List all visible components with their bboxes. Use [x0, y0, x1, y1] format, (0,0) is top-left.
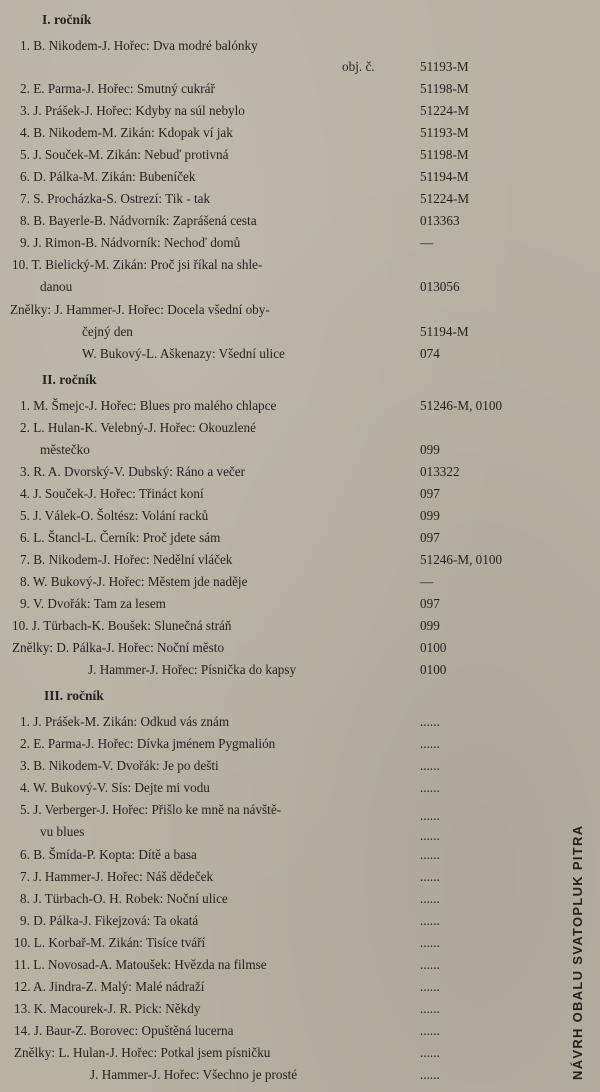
- placeholder-dots: ......: [420, 780, 440, 795]
- placeholder-dots: ......: [420, 891, 440, 906]
- catalog-number: 51194-M: [420, 169, 469, 184]
- cover-design-credit: NÁVRH OBALU SVATOPLUK PITRA: [570, 824, 585, 1080]
- placeholder-dots: ......: [420, 1045, 440, 1060]
- track-line: 10. L. Korbař-M. Zikán: Tisíce tváří: [14, 935, 206, 950]
- placeholder-dots: ......: [420, 979, 440, 994]
- track-line: 4. W. Bukový-V. Sís: Dejte mi vodu: [20, 780, 210, 795]
- catalog-number: —: [420, 574, 434, 589]
- track-line: 10. T. Bielický-M. Zikán: Proč jsi říkal na shle-: [12, 257, 263, 272]
- catalog-number: 074: [420, 346, 440, 361]
- placeholder-dots: ......: [420, 714, 440, 729]
- catalog-number: 51193-M: [420, 125, 469, 140]
- jingle-line-continuation: čejný den: [82, 324, 133, 339]
- track-line: 7. S. Procházka-S. Ostrezí: Tik - tak: [20, 191, 211, 206]
- jingle-line: Znělky: D. Pálka-J. Hořec: Noční město: [12, 640, 225, 655]
- track-line: 9. V. Dvořák: Tam za lesem: [20, 596, 166, 611]
- track-line: 14. J. Baur-Z. Borovec: Opuštěná lucerna: [14, 1023, 234, 1038]
- catalog-number: 013056: [420, 279, 460, 294]
- catalog-number: 0100: [420, 662, 447, 677]
- placeholder-dots: ......: [420, 1023, 440, 1038]
- placeholder-dots: ......: [420, 758, 440, 773]
- track-line: 1. J. Prášek-M. Zikán: Odkud vás znám: [20, 714, 230, 729]
- track-line: 1. M. Šmejc-J. Hořec: Blues pro malého chlapce: [20, 398, 277, 413]
- section-heading-2: II. ročník: [42, 372, 97, 387]
- catalog-number: 51224-M: [420, 103, 470, 118]
- order-label: obj. č.: [342, 59, 375, 74]
- track-line: 13. K. Macourek-J. R. Pick: Někdy: [14, 1001, 201, 1016]
- catalog-number: 51198-M: [420, 81, 469, 96]
- section-heading-1: I. ročník: [42, 12, 92, 27]
- catalog-number: 51246-M, 0100: [420, 552, 503, 567]
- catalog-number: 51193-M: [420, 59, 469, 74]
- track-line-continuation: danou: [40, 279, 73, 294]
- jingle-line: Znělky: L. Hulan-J. Hořec: Potkal jsem písničku: [14, 1045, 271, 1060]
- track-line: 6. B. Šmída-P. Kopta: Dítě a basa: [20, 847, 197, 862]
- catalog-number: 0100: [420, 640, 447, 655]
- placeholder-dots: ......: [420, 935, 440, 950]
- track-line: 8. B. Bayerle-B. Nádvorník: Zaprášená cesta: [20, 213, 257, 228]
- catalog-number: —: [420, 235, 434, 250]
- track-line: 4. J. Souček-J. Hořec: Třináct koní: [20, 486, 204, 501]
- catalog-number: 099: [420, 618, 440, 633]
- catalog-number: 013363: [420, 213, 460, 228]
- catalog-number: 097: [420, 530, 440, 545]
- track-line: 9. J. Rimon-B. Nádvorník: Nechoď domů: [20, 235, 241, 250]
- track-line: 5. J. Válek-O. Šoltész: Volání racků: [20, 508, 209, 523]
- catalog-number: 099: [420, 442, 440, 457]
- track-line: 3. J. Prášek-J. Hořec: Kdyby na súl nebylo: [20, 103, 245, 118]
- placeholder-dots: ......: [420, 913, 440, 928]
- track-line: 12. A. Jindra-Z. Malý: Malé nádraží: [14, 979, 205, 994]
- track-line: 8. W. Bukový-J. Hořec: Městem jde naděje: [20, 574, 248, 589]
- track-line: 3. R. A. Dvorský-V. Dubský: Ráno a večer: [20, 464, 246, 479]
- track-line: 6. D. Pálka-M. Zikán: Bubeníček: [20, 169, 196, 184]
- track-line: 5. J. Verberger-J. Hořec: Přišlo ke mně na návště-: [20, 802, 282, 817]
- catalog-number: 099: [420, 508, 440, 523]
- catalog-number: 51246-M, 0100: [420, 398, 503, 413]
- jingle-line: J. Hammer-J. Hořec: Písnička do kapsy: [88, 662, 297, 677]
- track-line: 10. J. Türbach-K. Boušek: Slunečná stráň: [12, 618, 232, 633]
- catalog-number: 51224-M: [420, 191, 470, 206]
- jingle-line: Znělky: J. Hammer-J. Hořec: Docela všední oby-: [10, 302, 270, 317]
- track-line: 4. B. Nikodem-M. Zikán: Kdopak ví jak: [20, 125, 233, 140]
- catalog-number: 013322: [420, 464, 460, 479]
- placeholder-dots: ......: [420, 1067, 440, 1082]
- section-heading-3: III. ročník: [44, 688, 104, 703]
- placeholder-dots: ......: [420, 828, 440, 843]
- track-line: 9. D. Pálka-J. Fikejzová: Ta okatá: [20, 913, 199, 928]
- track-line: 6. L. Štancl-L. Černík: Proč jdete sám: [20, 530, 221, 545]
- track-line: 11. L. Novosad-A. Matoušek: Hvězda na filmse: [14, 957, 267, 972]
- catalog-number: 51194-M: [420, 324, 469, 339]
- placeholder-dots: ......: [420, 808, 440, 823]
- track-line: 8. J. Türbach-O. H. Robek: Noční ulice: [20, 891, 228, 906]
- placeholder-dots: ......: [420, 847, 440, 862]
- jingle-line: W. Bukový-L. Aškenazy: Všední ulice: [82, 346, 285, 361]
- track-line: 2. L. Hulan-K. Velebný-J. Hořec: Okouzlené: [20, 420, 256, 435]
- placeholder-dots: ......: [420, 1001, 440, 1016]
- placeholder-dots: ......: [420, 957, 440, 972]
- track-line: 2. E. Parma-J. Hořec: Smutný cukrář: [20, 81, 215, 96]
- track-line: 7. B. Nikodem-J. Hořec: Nedělní vláček: [20, 552, 233, 567]
- placeholder-dots: ......: [420, 869, 440, 884]
- catalog-number: 51198-M: [420, 147, 469, 162]
- catalog-number: 097: [420, 596, 440, 611]
- catalog-number: 097: [420, 486, 440, 501]
- track-line-continuation: městečko: [40, 442, 90, 457]
- track-line: 5. J. Souček-M. Zikán: Nebuď protivná: [20, 147, 229, 162]
- track-line: 2. E. Parma-J. Hořec: Dívka jménem Pygmalión: [20, 736, 276, 751]
- jingle-line: J. Hammer-J. Hořec: Všechno je prosté: [90, 1067, 298, 1082]
- track-line: 1. B. Nikodem-J. Hořec: Dva modré balónky: [20, 38, 258, 53]
- placeholder-dots: ......: [420, 736, 440, 751]
- track-line: 3. B. Nikodem-V. Dvořák: Je po dešti: [20, 758, 219, 773]
- track-line: 7. J. Hammer-J. Hořec: Náš dědeček: [20, 869, 214, 884]
- track-line-continuation: vu blues: [40, 824, 85, 839]
